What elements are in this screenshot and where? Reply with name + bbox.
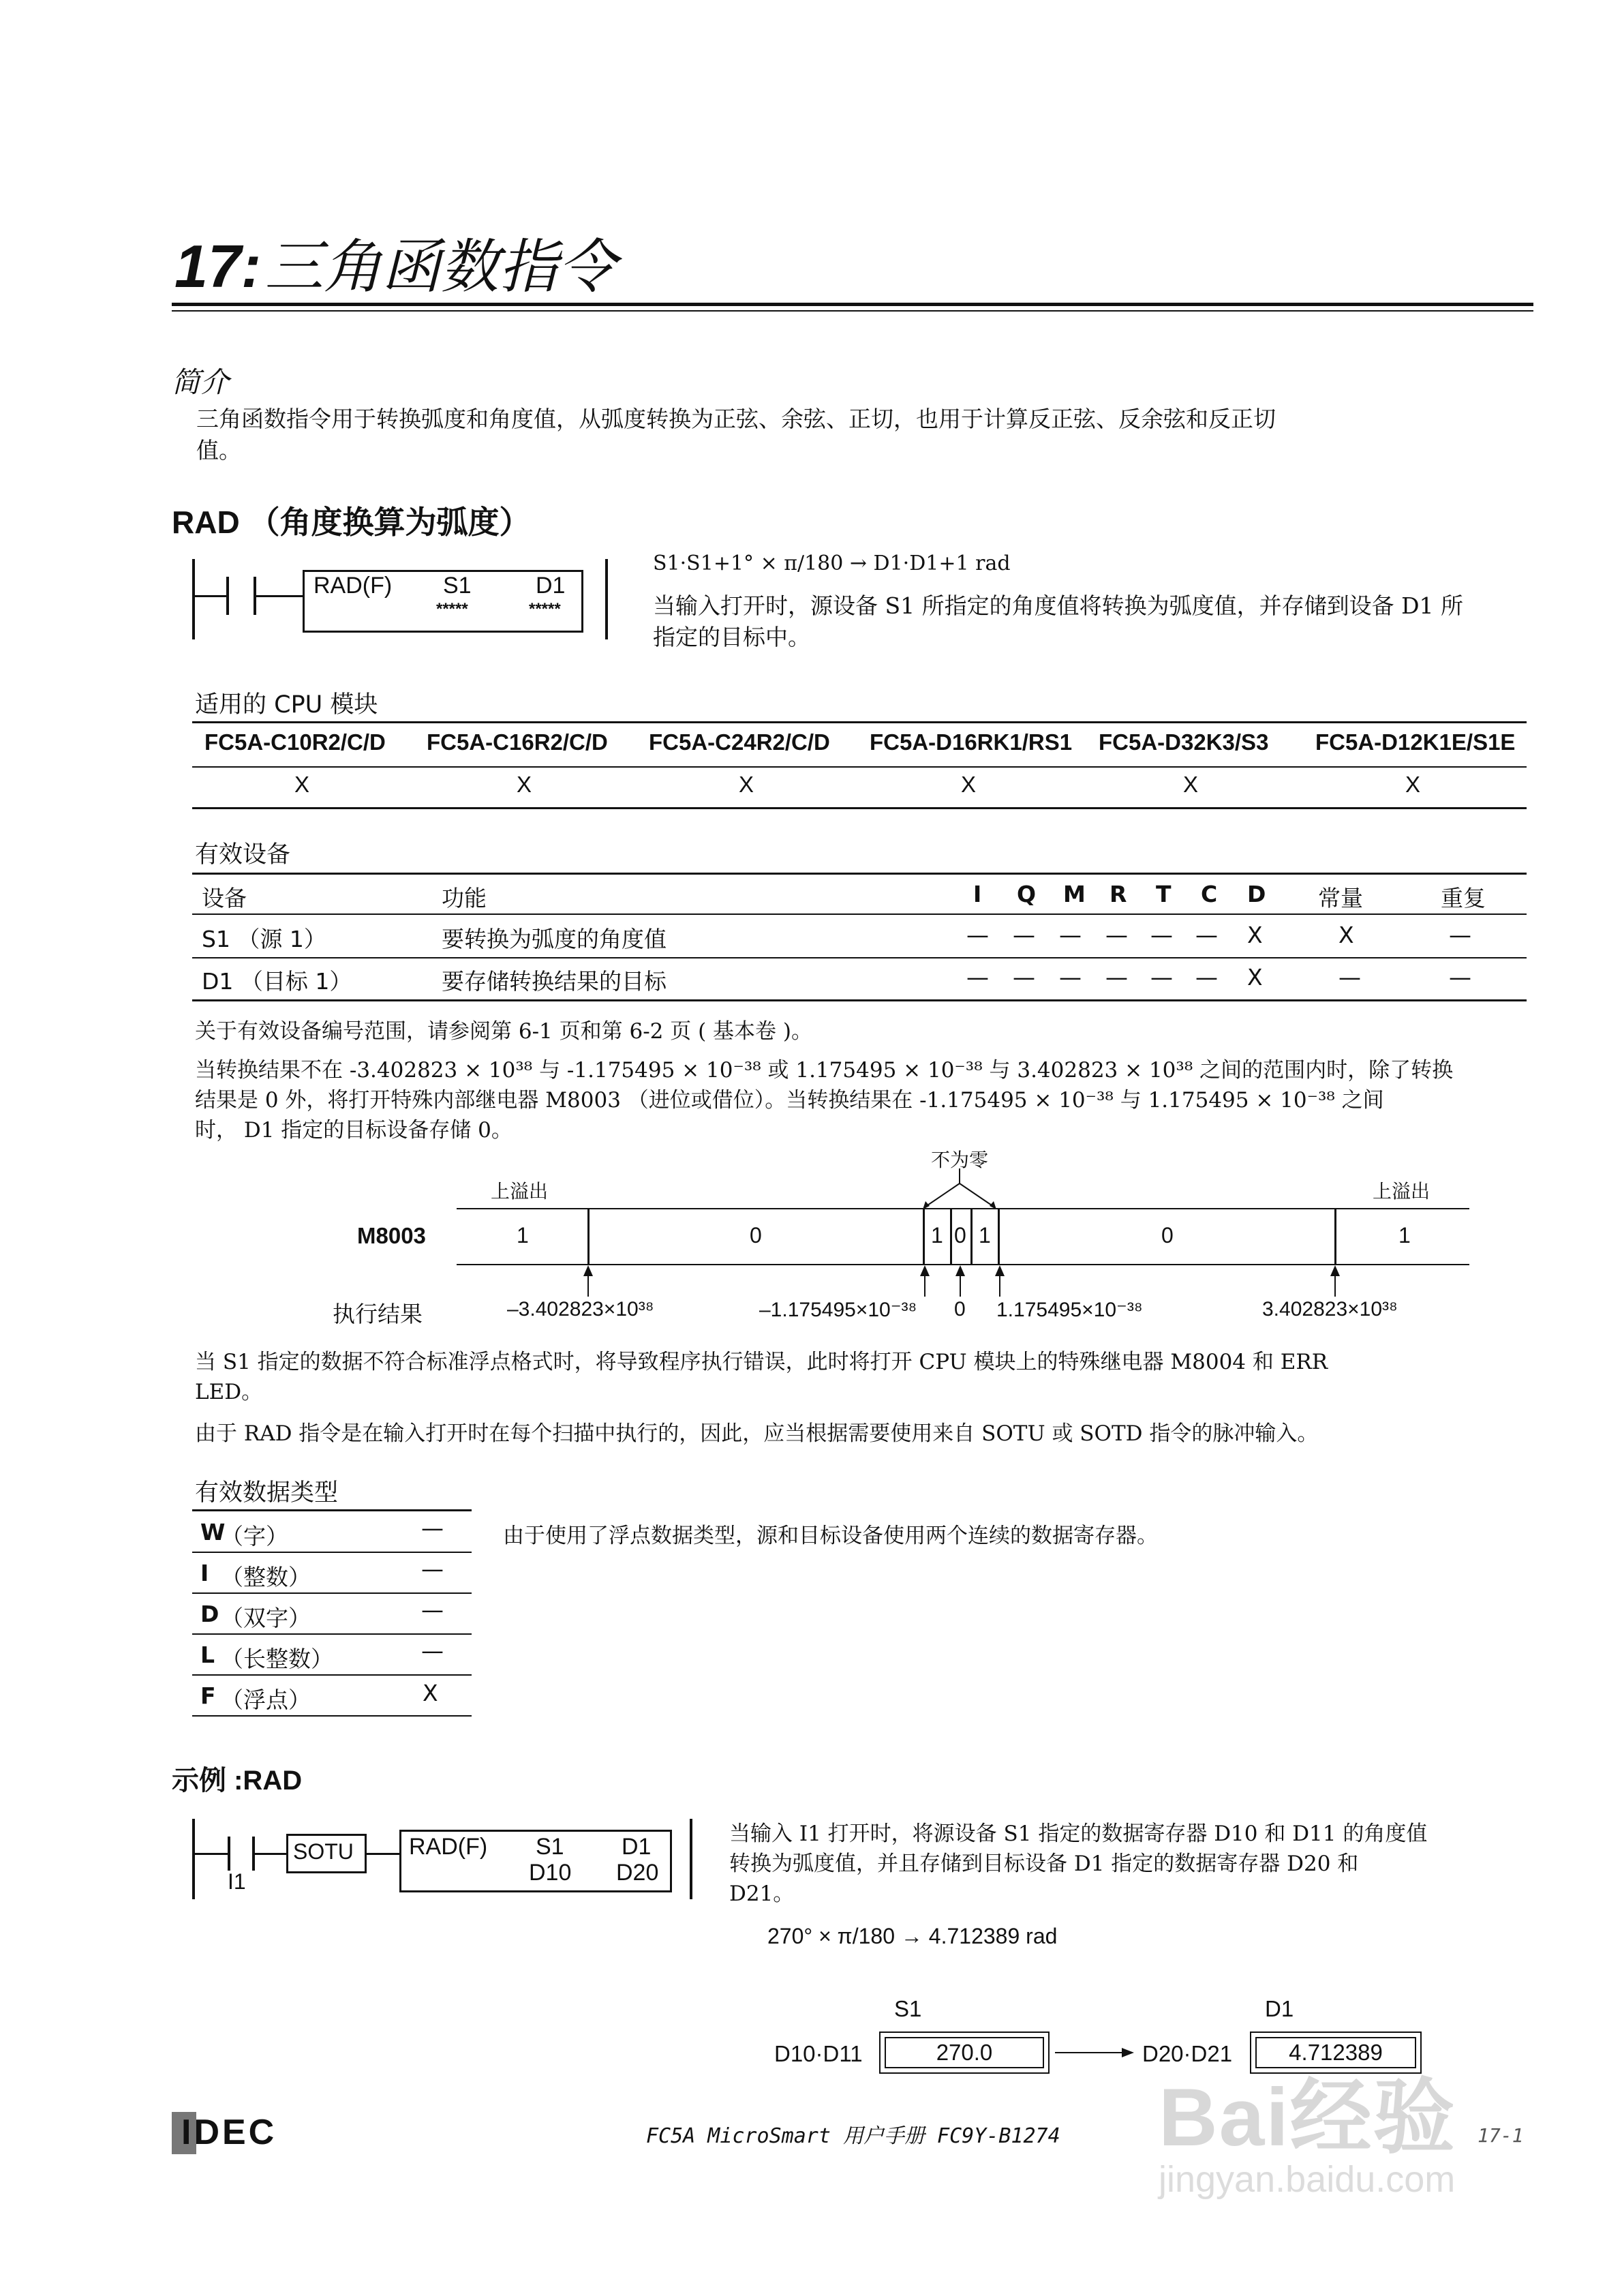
device-flag-m: —: [1059, 922, 1082, 948]
device-flag-d: X: [1247, 922, 1263, 948]
error-note: [195, 1347, 1544, 1407]
dt-code: W: [200, 1519, 226, 1545]
example-formula: 270° × π/180 → 4.712389 rad: [767, 1924, 1058, 1948]
devices-hdr-device: 设备: [202, 885, 247, 911]
ex-s1-label: S1: [536, 1834, 564, 1860]
dt-name: （字）: [221, 1523, 288, 1550]
watermark-url: jingyan.baidu.com: [1159, 2159, 1456, 2200]
chapter-name: 三角函数指令: [264, 233, 617, 301]
device-flag-d: X: [1247, 964, 1263, 991]
error-line-2: LED。: [195, 1380, 263, 1404]
tick-arrow: [579, 1265, 600, 1297]
sotu-label: SOTU: [293, 1839, 354, 1864]
cpu-val-2: X: [517, 772, 532, 797]
device-function: 要转换为弧度的角度值: [442, 926, 667, 952]
rad-s1-label: S1: [443, 573, 472, 599]
cpu-col-2: FC5A-C16R2/C/D: [427, 729, 608, 755]
device-flag-q: —: [1013, 922, 1035, 948]
rad-formula: S1·S1+1° × π/180 → D1·D1+1 rad: [653, 552, 1011, 575]
dt-name: （双字）: [221, 1605, 311, 1631]
devices-hdr-q: Q: [1017, 881, 1037, 907]
wire: [194, 595, 226, 597]
result-label: 执行结果: [333, 1301, 423, 1327]
devices-hdr-m: M: [1063, 881, 1086, 907]
rad-heading: [172, 498, 530, 543]
datatype-row-w: [192, 1512, 472, 1553]
device-name: S1 （源 1）: [202, 926, 326, 952]
device-name: D1 （目标 1）: [202, 968, 352, 995]
datatype-row-l: [192, 1635, 472, 1676]
example-line-3: D21。: [729, 1882, 795, 1906]
intro-text: [196, 404, 1532, 466]
bar-divider: [587, 1208, 590, 1265]
dt-code: D: [200, 1601, 219, 1627]
device-flag-c: —: [1195, 964, 1218, 991]
example-heading: [172, 1759, 302, 1798]
title-rule-top: [172, 303, 1533, 306]
tick-arrow: [991, 1265, 1011, 1297]
dt-name: （整数）: [221, 1564, 311, 1590]
intro-line-2: 值。: [196, 437, 241, 464]
devices-table-bottom: [192, 999, 1527, 1001]
device-constant: X: [1338, 922, 1354, 948]
ex-d1-label: D1: [622, 1834, 652, 1860]
dst-value: 4.712389: [1255, 2037, 1416, 2068]
seg-value: 1: [1398, 1223, 1411, 1248]
device-flag-m: —: [1059, 964, 1082, 991]
seg-value: 1: [979, 1223, 991, 1248]
example-description: [729, 1819, 1533, 1909]
rad-d1-value: *****: [529, 600, 561, 618]
devices-hdr-i: I: [973, 881, 982, 907]
rad-heading-text: RAD （角度换算为弧度）: [172, 504, 531, 540]
rad-d1-label: D1: [536, 573, 566, 599]
right-rail: [605, 559, 608, 639]
src-value: 270.0: [885, 2037, 1044, 2068]
bar-divider: [950, 1208, 952, 1265]
datatype-row-f: [192, 1676, 472, 1717]
device-flag-r: —: [1105, 964, 1128, 991]
dt-val: —: [421, 1597, 444, 1623]
devices-row-divider: [192, 957, 1527, 958]
chapter-number: 17:: [174, 232, 262, 300]
idec-logo: IDEC: [181, 2113, 277, 2152]
chapter-title: [174, 220, 616, 304]
device-constant: —: [1338, 964, 1361, 991]
rad-description: [653, 590, 1539, 653]
rad-s1-value: *****: [436, 600, 468, 618]
tick-arrow: [951, 1265, 972, 1297]
devices-hdr-c: C: [1201, 881, 1218, 907]
example-line-2: 转换为弧度值，并且存储到目标设备 D1 指定的数据寄存器 D20 和: [729, 1852, 1359, 1876]
bar-divider: [970, 1208, 973, 1265]
dt-name: （长整数）: [221, 1646, 333, 1672]
seg-value: 1: [931, 1223, 943, 1248]
dt-name: （浮点）: [221, 1687, 311, 1713]
devices-hdr-t: T: [1156, 881, 1172, 907]
cpu-val-1: X: [294, 772, 310, 797]
dt-val: —: [421, 1515, 444, 1541]
src-register: D10·D11: [774, 2041, 863, 2066]
devices-hdr-function: 功能: [442, 885, 487, 911]
cpu-val-5: X: [1183, 772, 1199, 797]
overflow-note: [195, 1055, 1544, 1145]
devices-heading: 有效设备: [195, 841, 291, 868]
cpu-table-top: [192, 721, 1527, 723]
tick-label: –3.402823×10³⁸: [507, 1298, 654, 1320]
tick-label: 1.175495×10⁻³⁸: [996, 1299, 1143, 1321]
example-line-1: 当输入 I1 打开时，将源设备 S1 指定的数据寄存器 D10 和 D11 的角度值: [729, 1822, 1428, 1846]
cpu-col-1: FC5A-C10R2/C/D: [204, 729, 386, 755]
contact-left: [228, 1837, 230, 1871]
tick-label: 0: [954, 1298, 966, 1320]
overflow-line-3: 时， D1 指定的目标设备存储 0。: [195, 1118, 512, 1143]
devices-row-s1: [192, 922, 1528, 956]
error-line-1: 当 S1 指定的数据不符合标准浮点格式时，将导致程序执行错误，此时将打开 CPU 模块上的特殊继电器 M8004 和 ERR: [195, 1350, 1328, 1374]
tick-label: –1.175495×10⁻³⁸: [759, 1299, 917, 1321]
rad-desc-line-2: 指定的目标中。: [653, 624, 810, 650]
title-rule-bottom: [172, 310, 1533, 312]
tick-arrow: [916, 1265, 936, 1297]
device-flag-t: —: [1150, 964, 1173, 991]
devices-row-d1: [192, 964, 1528, 998]
cpu-col-6: FC5A-D12K1E/S1E: [1315, 729, 1516, 755]
nonzero-bracket: [920, 1168, 1006, 1211]
input-label: I1: [228, 1869, 246, 1894]
src-box-outer: [879, 2031, 1050, 2074]
devices-hdr-constant: 常量: [1318, 885, 1363, 911]
label-overflow-left: 上溢出: [491, 1180, 549, 1203]
cpu-val-4: X: [961, 772, 977, 797]
devices-table-top: [192, 873, 1527, 875]
cpu-heading: 适用的 CPU 模块: [195, 691, 378, 719]
manual-title: FC5A MicroSmart 用户手册 FC9Y-B1274: [646, 2124, 1060, 2148]
label-nonzero: 不为零: [931, 1149, 989, 1171]
wire: [194, 1853, 228, 1855]
dst-register: D20·D21: [1142, 2041, 1233, 2066]
device-repeat: —: [1449, 922, 1471, 948]
dt-val: X: [423, 1680, 438, 1706]
ex-instr-label: RAD(F): [409, 1834, 488, 1860]
wire: [254, 1853, 286, 1855]
reg-d1-label: D1: [1265, 1996, 1294, 2021]
device-flag-i: —: [966, 922, 989, 948]
watermark-logo: Bai经验: [1159, 2072, 1456, 2163]
device-function: 要存储转换结果的目标: [442, 968, 667, 995]
datatype-row-d: [192, 1594, 472, 1635]
transfer-arrow: [1055, 2042, 1135, 2063]
seg-value: 1: [517, 1223, 529, 1248]
device-flag-c: —: [1195, 922, 1218, 948]
tick-label: 3.402823×10³⁸: [1262, 1298, 1398, 1320]
devices-hdr-repeat: 重复: [1441, 885, 1486, 911]
devices-header-row: [192, 881, 1528, 912]
dt-val: —: [421, 1637, 444, 1664]
device-repeat: —: [1449, 964, 1471, 991]
seg-value: 0: [954, 1223, 966, 1248]
wire: [367, 1853, 399, 1855]
device-flag-q: —: [1013, 964, 1035, 991]
contact-left: [226, 577, 229, 615]
dt-code: F: [200, 1682, 216, 1709]
reg-s1-label: S1: [894, 1996, 922, 2021]
cpu-header-row: [192, 729, 1528, 764]
dt-code: I: [200, 1560, 209, 1586]
label-overflow-right: 上溢出: [1373, 1180, 1430, 1203]
cpu-table-mid: [192, 766, 1527, 768]
cpu-value-row: [192, 772, 1528, 806]
datatype-row-i: [192, 1553, 472, 1594]
rad-instr-label: RAD(F): [313, 573, 393, 599]
cpu-col-4: FC5A-D16RK1/RS1: [870, 729, 1073, 755]
cpu-col-5: FC5A-D32K3/S3: [1099, 729, 1269, 755]
ref-note: 关于有效设备编号范围，请参阅第 6-1 页和第 6-2 页 ( 基本卷 )。: [195, 1019, 813, 1044]
overflow-line-2: 结果是 0 外，将打开特殊内部继电器 M8003 （进位或借位）。当转换结果在 -1.175495 × 10⁻³⁸ 与 1.175495 × 10⁻³⁸ 之间: [195, 1088, 1384, 1113]
bar-divider: [923, 1208, 925, 1265]
device-flag-i: —: [966, 964, 989, 991]
devices-hdr-r: R: [1110, 881, 1127, 907]
devices-hdr-d: D: [1247, 881, 1266, 907]
bar-divider: [1334, 1208, 1336, 1265]
devices-table-mid: [192, 913, 1527, 915]
cpu-val-6: X: [1405, 772, 1421, 797]
seg-value: 0: [1161, 1223, 1174, 1248]
bar-divider: [998, 1208, 1000, 1265]
ex-s1-value: D10: [529, 1860, 572, 1886]
example-heading-text: 示例 :RAD: [172, 1766, 303, 1796]
overflow-line-1: 当转换结果不在 -3.402823 × 10³⁸ 与 -1.175495 × 10⁻³⁸ 或 1.175495 × 10⁻³⁸ 与 3.402823 × 10³⁸ 之间的范围内时，除了转换: [195, 1058, 1454, 1083]
rad-desc-line-1: 当输入打开时，源设备 S1 所指定的角度值将转换为弧度值，并存储到设备 D1 所: [653, 592, 1464, 619]
left-rail: [192, 559, 195, 639]
m8003-label: M8003: [357, 1223, 426, 1248]
seg-value: 0: [750, 1223, 762, 1248]
intro-heading: 简介: [172, 365, 230, 399]
device-flag-t: —: [1150, 922, 1173, 948]
datatypes-top: [192, 1509, 472, 1511]
page-number: 17-1: [1478, 2124, 1524, 2147]
cpu-table-bottom: [192, 807, 1527, 809]
dt-code: L: [200, 1642, 215, 1668]
datatypes-heading: 有效数据类型: [195, 1479, 339, 1507]
pulse-note: 由于 RAD 指令是在输入打开时在每个扫描中执行的，因此，应当根据需要使用来自 SOTU 或 SOTD 指令的脉冲输入。: [195, 1421, 1319, 1446]
ex-d1-value: D20: [616, 1860, 659, 1886]
cpu-col-3: FC5A-C24R2/C/D: [649, 729, 830, 755]
intro-line-1: 三角函数指令用于转换弧度和角度值，从弧度转换为正弦、余弦、正切，也用于计算反正弦、反余弦和反正切: [196, 406, 1276, 432]
wire: [255, 595, 303, 597]
tick-arrow: [1326, 1265, 1347, 1297]
device-flag-r: —: [1105, 922, 1128, 948]
cpu-val-3: X: [739, 772, 754, 797]
dt-val: —: [421, 1556, 444, 1582]
left-rail: [192, 1819, 195, 1899]
right-rail: [690, 1819, 692, 1899]
datatypes-note: 由于使用了浮点数据类型，源和目标设备使用两个连续的数据寄存器。: [503, 1524, 1158, 1548]
